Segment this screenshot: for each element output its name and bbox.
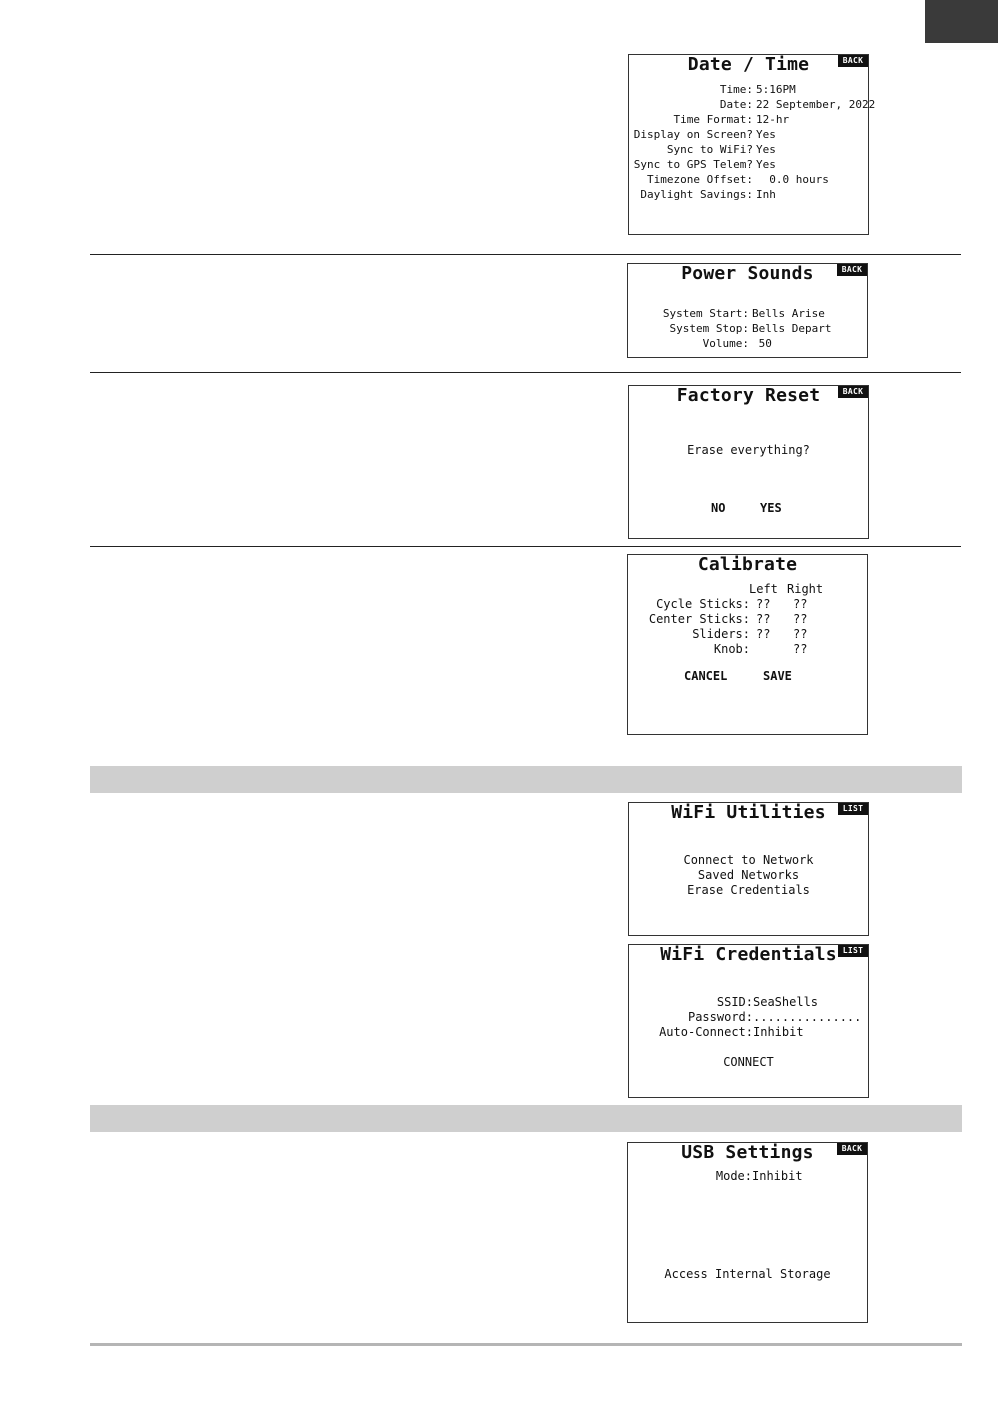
volume-row <box>628 336 772 351</box>
section-divider <box>90 546 961 547</box>
row-label: Center Sticks: <box>648 612 750 626</box>
row-value[interactable]: 12-hr <box>756 113 790 126</box>
yes-button[interactable]: YES <box>760 501 782 515</box>
row-label: Timezone Offset: <box>647 173 753 186</box>
power-sounds-screen <box>627 263 868 358</box>
row-value[interactable]: SeaShells <box>753 995 819 1009</box>
row-label: Daylight Savings: <box>640 188 753 201</box>
row-label: Display on Screen? <box>633 128 753 141</box>
access-storage-item[interactable]: Access Internal Storage <box>664 1267 831 1281</box>
erase-prompt: Erase everything? <box>687 443 810 457</box>
screen-title: Factory Reset <box>676 385 821 406</box>
row-value[interactable]: Yes <box>756 158 776 171</box>
row-value[interactable]: ............... <box>753 1010 862 1024</box>
row-value[interactable]: Inhibit <box>752 1169 803 1183</box>
row-label: System Stop: <box>669 322 749 335</box>
back-badge[interactable]: BACK <box>837 1143 867 1155</box>
col-right-header: Right <box>787 582 824 596</box>
cycle-left-value: ?? <box>756 597 771 611</box>
display-on-screen-row <box>629 127 776 142</box>
auto-connect-row <box>629 1025 804 1040</box>
sync-gps-row <box>629 157 776 172</box>
row-label: Knob: <box>713 642 750 656</box>
sliders-left-value: ?? <box>756 627 771 641</box>
calibrate-screen <box>627 554 868 735</box>
row-label: Auto-Connect: <box>659 1025 753 1039</box>
section-band <box>90 1105 962 1132</box>
footer-rule <box>90 1343 962 1346</box>
row-label: Cycle Sticks: <box>656 597 750 611</box>
knob-row <box>628 642 750 657</box>
date-time-screen <box>628 54 876 235</box>
timezone-row <box>629 172 829 187</box>
wifi-utilities-screen <box>628 802 869 936</box>
time-row <box>629 82 796 97</box>
back-badge[interactable]: BACK <box>837 264 867 276</box>
ssid-row <box>629 995 818 1010</box>
connect-button[interactable]: CONNECT <box>723 1055 774 1069</box>
screen-title: Date / Time <box>687 54 810 75</box>
row-label: Time: <box>719 83 753 96</box>
connect-network-item[interactable]: Connect to Network <box>683 853 814 867</box>
row-value[interactable]: 5:16PM <box>756 83 796 96</box>
screen-title: Power Sounds <box>681 263 814 284</box>
list-badge[interactable]: LIST <box>838 803 868 815</box>
date-row <box>629 97 875 112</box>
time-format-row <box>629 112 789 127</box>
screen-title: WiFi Utilities <box>671 802 826 823</box>
row-label: Sync to GPS Telem? <box>633 158 753 171</box>
row-value[interactable]: 50 <box>752 337 772 350</box>
cycle-right-value: ?? <box>793 597 808 611</box>
system-stop-row <box>628 321 831 336</box>
row-label: Sliders: <box>692 627 750 641</box>
daylight-savings-row <box>629 187 776 202</box>
section-divider <box>90 372 961 373</box>
center-right-value: ?? <box>793 612 808 626</box>
back-badge[interactable]: BACK <box>838 55 868 67</box>
sliders-right-value: ?? <box>793 627 808 641</box>
save-button[interactable]: SAVE <box>763 669 792 683</box>
row-value[interactable]: Bells Arise <box>752 307 825 320</box>
screen-title: USB Settings <box>681 1142 814 1163</box>
section-band <box>90 766 962 793</box>
screen-title: WiFi Credentials <box>660 944 837 965</box>
row-value[interactable]: Inh <box>756 188 776 201</box>
screen-title: Calibrate <box>697 554 798 575</box>
row-label: System Start: <box>662 307 749 320</box>
row-value[interactable]: 22 September, 2022 <box>756 98 876 111</box>
row-value[interactable]: Bells Depart <box>752 322 832 335</box>
row-value[interactable]: Inhibit <box>753 1025 804 1039</box>
row-label: Mode: <box>715 1169 752 1183</box>
row-label: Time Format: <box>673 113 753 126</box>
row-label: Password: <box>687 1010 753 1024</box>
mode-row <box>628 1169 803 1184</box>
password-row <box>629 1010 861 1025</box>
row-value[interactable]: Yes <box>756 128 776 141</box>
chapter-tab <box>925 0 998 43</box>
system-start-row <box>628 306 825 321</box>
wifi-credentials-screen <box>628 944 869 1098</box>
center-sticks-row <box>628 612 750 627</box>
saved-networks-item[interactable]: Saved Networks <box>697 868 800 882</box>
factory-reset-screen <box>628 385 869 539</box>
row-label: Volume: <box>702 337 749 350</box>
row-label: SSID: <box>716 995 753 1009</box>
row-value[interactable]: Yes <box>756 143 776 156</box>
center-left-value: ?? <box>756 612 771 626</box>
erase-credentials-item[interactable]: Erase Credentials <box>687 883 810 897</box>
cycle-sticks-row <box>628 597 750 612</box>
sliders-row <box>628 627 750 642</box>
knob-right-value: ?? <box>793 642 808 656</box>
sync-wifi-row <box>629 142 776 157</box>
col-left-header: Left <box>749 582 778 596</box>
row-label: Date: <box>719 98 753 111</box>
row-value[interactable]: 0.0 hours <box>756 173 829 186</box>
list-badge[interactable]: LIST <box>838 945 868 957</box>
cancel-button[interactable]: CANCEL <box>684 669 728 683</box>
no-button[interactable]: NO <box>711 501 726 515</box>
usb-settings-screen <box>627 1142 868 1323</box>
section-divider <box>90 254 961 255</box>
back-badge[interactable]: BACK <box>838 386 868 398</box>
row-label: Sync to WiFi? <box>666 143 753 156</box>
